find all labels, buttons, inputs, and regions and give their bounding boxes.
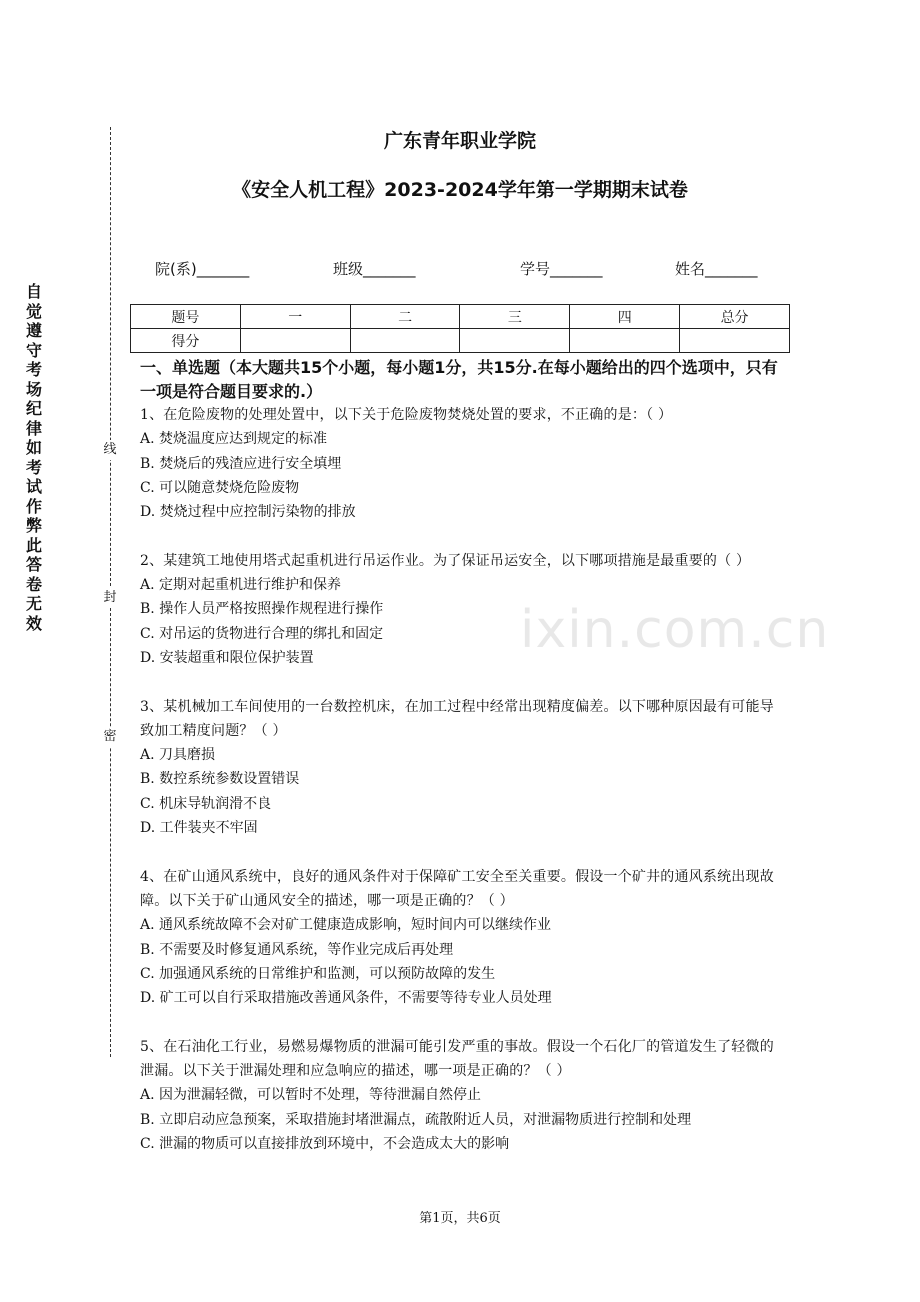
- question-option: A. 因为泄漏轻微，可以暂时不处理，等待泄漏自然停止: [140, 1087, 482, 1104]
- seal-label-secret: 密: [101, 727, 119, 747]
- score-cell: [240, 329, 350, 353]
- question: [140, 1035, 782, 1156]
- question-option: D. 焚烧过程中应控制污染物的排放: [140, 504, 356, 521]
- seal-label-seal: 封: [101, 588, 119, 608]
- section-title: 一、单选题（本大题共15个小题，每小题1分，共15分.在每小题给出的四个选项中，只有一项是符合题目要求的.）: [140, 358, 778, 401]
- score-header-cell: 题号: [131, 305, 241, 329]
- question-option: A. 通风系统故障不会对矿工健康造成影响，短时间内可以继续作业: [140, 917, 552, 934]
- question-option: C. 泄漏的物质可以直接排放到环境中，不会造成太大的影响: [140, 1135, 510, 1152]
- question-option: B. 不需要及时修复通风系统，等作业完成后再处理: [140, 941, 454, 958]
- question-option: A. 定期对起重机进行维护和保养: [140, 577, 342, 594]
- side-notice: 自觉遵守考场纪律如考试作弊此答卷无效: [25, 282, 42, 633]
- question-option: C. 加强通风系统的日常维护和监测，可以预防故障的发生: [140, 965, 496, 982]
- score-table: [130, 304, 790, 353]
- student-id-field: 学号_______: [520, 260, 603, 278]
- dept-field: 院(系)_______: [155, 260, 250, 278]
- question-option: B. 数控系统参数设置错误: [140, 771, 300, 788]
- question-list: [140, 403, 782, 1181]
- score-header-cell: 一: [240, 305, 350, 329]
- question-stem: 5、在石油化工行业，易燃易爆物质的泄漏可能引发严重的事故。假设一个石化厂的管道发生了轻微的泄漏。以下关于泄漏处理和应急响应的描述，哪一项是正确的？（ ）: [140, 1038, 774, 1080]
- question-option: B. 立即启动应急预案，采取措施封堵泄漏点，疏散附近人员，对泄漏物质进行控制和处理: [140, 1111, 692, 1128]
- question-option: B. 操作人员严格按照操作规程进行操作: [140, 601, 384, 618]
- question-stem: 3、某机械加工车间使用的一台数控机床，在加工过程中经常出现精度偏差。以下哪种原因最有可能导致加工精度问题？（ ）: [140, 698, 774, 739]
- question-option: C. 可以随意焚烧危险废物: [140, 479, 300, 496]
- score-header-cell: 二: [350, 305, 460, 329]
- score-header-cell: 总分: [680, 305, 790, 329]
- question-stem: 1、在危险废物的处理处置中，以下关于危险废物焚烧处置的要求，不正确的是：（ ）: [140, 407, 673, 423]
- question-option: D. 矿工可以自行采取措施改善通风条件，不需要等待专业人员处理: [140, 990, 552, 1007]
- score-table-header-row: [131, 305, 790, 329]
- question-option: A. 焚烧温度应达到规定的标准: [140, 431, 328, 448]
- score-header-cell: 四: [570, 305, 680, 329]
- score-cell: [350, 329, 460, 353]
- question: [140, 549, 782, 670]
- question: [140, 865, 782, 1011]
- question: [140, 403, 782, 524]
- score-cell: [680, 329, 790, 353]
- score-row-label: 得分: [131, 329, 241, 353]
- score-cell: [570, 329, 680, 353]
- question-option: B. 焚烧后的残渣应进行安全填埋: [140, 455, 342, 472]
- page-footer: 第1页，共6页: [419, 1211, 501, 1226]
- question-option: C. 对吊运的货物进行合理的绑扎和固定: [140, 625, 384, 642]
- seal-label-line: 线: [101, 440, 119, 460]
- question-option: D. 工件装夹不牢固: [140, 820, 258, 837]
- watermark: ixin.com.cn: [520, 600, 830, 660]
- exam-title: 《安全人机工程》2023-2024学年第一学期期末试卷: [232, 179, 688, 201]
- score-table-score-row: [131, 329, 790, 353]
- question-stem: 2、某建筑工地使用塔式起重机进行吊运作业。为了保证吊运安全，以下哪项措施是最重要的（ ）: [140, 552, 751, 569]
- name-field: 姓名_______: [675, 260, 758, 278]
- class-field: 班级_______: [333, 260, 416, 278]
- question-option: C. 机床导轨润滑不良: [140, 795, 272, 812]
- question: [140, 695, 782, 841]
- question-option: A. 刀具磨损: [140, 747, 216, 764]
- score-cell: [460, 329, 570, 353]
- question-stem: 4、在矿山通风系统中，良好的通风条件对于保障矿工安全至关重要。假设一个矿井的通风系统出现故障。以下关于矿山通风安全的描述，哪一项是正确的？（ ）: [140, 868, 774, 909]
- question-option: D. 安装超重和限位保护装置: [140, 649, 314, 666]
- school-name: 广东青年职业学院: [383, 130, 536, 152]
- score-header-cell: 三: [460, 305, 570, 329]
- student-info-row: [155, 258, 775, 282]
